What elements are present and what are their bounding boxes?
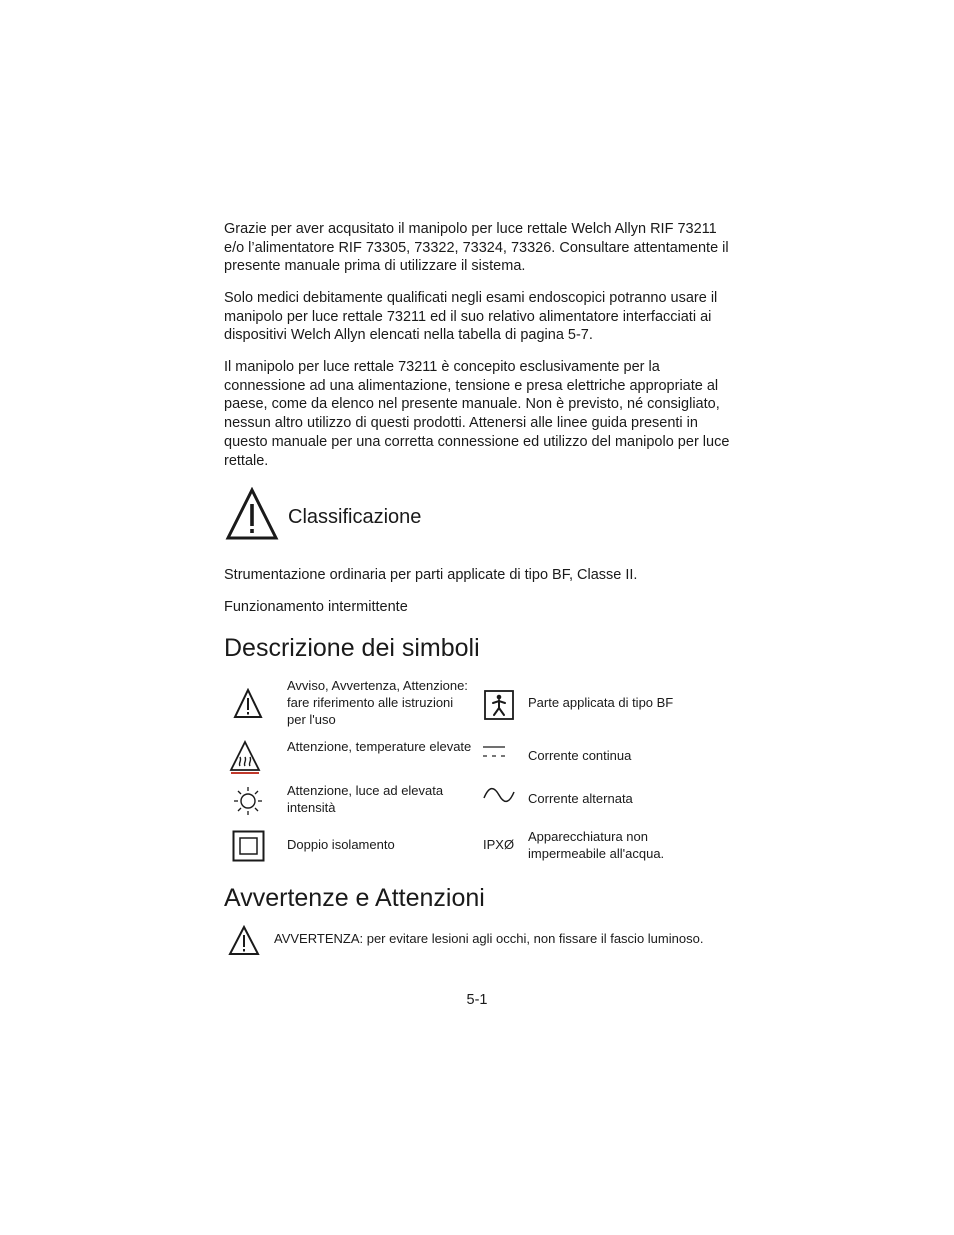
bright-light-icon	[233, 786, 263, 816]
symbol-description: Corrente alternata	[528, 791, 633, 806]
page-number: 5-1	[466, 992, 488, 1008]
symbol-description: Parte applicata di tipo BF	[528, 695, 674, 710]
classification-heading: Classificazione	[288, 506, 422, 528]
ipx0-label: IPXØ	[483, 837, 515, 852]
intro-paragraph-2: Solo medici debitamente qualificati negli esami endoscopici potranno usare il manipolo per luce rettale 73211 ed il suo relativo alimentatore interfacciati ai dispositivi Welch Allyn elencati nella tabella di pagina 5-7.	[224, 290, 718, 344]
symbol-description: Corrente continua	[528, 748, 632, 763]
symbol-description: Attenzione, luce ad elevata intensità	[287, 783, 444, 815]
operation-mode-line: Funzionamento intermittente	[224, 599, 408, 615]
symbol-description: Attenzione, temperature elevate	[287, 739, 472, 754]
symbol-description: Apparecchiatura non impermeabile all'acqua.	[528, 829, 665, 861]
type-bf-icon	[484, 690, 514, 720]
symbols-heading: Descrizione dei simboli	[224, 634, 480, 662]
symbol-description: Doppio isolamento	[287, 837, 395, 852]
intro-paragraph-1: Grazie per aver acqusitato il manipolo per luce rettale Welch Allyn RIF 73211 e/o l’alimentatore RIF 73305, 73322, 73324, 73326. Consultare attentamente il presente manuale prima di utilizzare il sistema.	[224, 221, 729, 275]
warning-triangle-icon	[233, 688, 263, 720]
hot-surface-icon	[229, 740, 261, 776]
intro-paragraph-3: Il manipolo per luce rettale 73211 è concepito esclusivamente per la connessione ad una alimentazione, tensione e presa elettriche appropriate al paese, come da elenco nel presente manuale. Non è previsto, né consigliato, nessun altro utilizzo di questi prodotti. Attenersi alle linee guida presenti in questo manuale per una corretta connessione ed utilizzo del manipolo per luce rettale.	[224, 359, 730, 469]
warnings-heading: Avvertenze e Attenzioni	[224, 884, 485, 912]
alternating-current-icon	[482, 786, 516, 804]
classification-line: Strumentazione ordinaria per parti applicate di tipo BF, Classe II.	[224, 567, 638, 583]
symbol-description: Avviso, Avvertenza, Attenzione: fare riferimento alle istruzioni per l'uso	[287, 678, 468, 727]
eye-injury-warning: AVVERTENZA: per evitare lesioni agli occhi, non fissare il fascio luminoso.	[274, 931, 704, 946]
warning-triangle-icon	[225, 487, 279, 541]
double-insulation-icon	[232, 830, 265, 862]
direct-current-icon	[482, 744, 506, 760]
warning-triangle-icon	[228, 925, 260, 957]
